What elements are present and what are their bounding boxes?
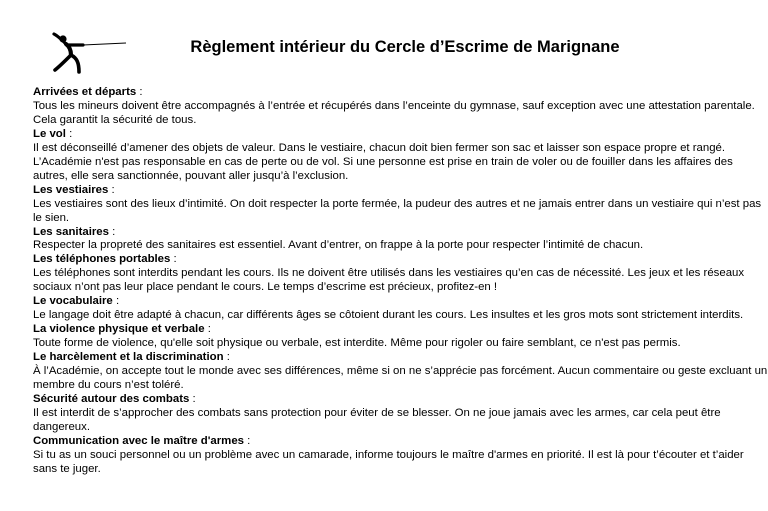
section-heading: Le vocabulaire <box>33 295 113 308</box>
rule-section <box>33 226 768 254</box>
rule-section <box>33 393 768 435</box>
section-heading: Arrivées et départs <box>33 86 137 98</box>
rule-section <box>33 128 768 184</box>
section-text: Le langage doit être adapté à chacun, car différents âges se côtoient durant les cours. Les insultes et les gros mots sont strictement interdits. <box>33 309 744 322</box>
heading-separator: : <box>243 434 251 447</box>
rules-body <box>33 86 768 477</box>
heading-separator: : <box>204 323 211 336</box>
section-text: Toute forme de violence, qu'elle soit physique ou verbale, est interdite. Même pour rigoler ou faire semblant, ce n'est pas permis. <box>33 337 681 350</box>
heading-separator: : <box>136 86 143 98</box>
heading-separator: : <box>170 253 177 266</box>
section-text: Tous les mineurs doivent être accompagnés à l’entrée et récupérés dans l’enceinte du gymnase, sauf exception avec une attestation parentale. Cela garantit la sécurité de tous. <box>33 99 755 126</box>
section-heading: Le vol <box>33 127 66 140</box>
heading-separator: : <box>223 351 230 364</box>
heading-separator: : <box>189 392 196 405</box>
section-heading: La violence physique et verbale <box>33 323 205 336</box>
rule-section <box>33 184 768 226</box>
heading-separator: : <box>108 183 115 196</box>
rule-section <box>33 435 768 477</box>
heading-separator: : <box>108 225 116 238</box>
heading-separator: : <box>112 295 120 308</box>
section-heading: Les sanitaires <box>33 225 109 238</box>
section-heading: Les vestiaires <box>33 183 109 196</box>
section-text: Les téléphones sont interdits pendant les cours. Ils ne doivent être utilisés dans les vestiaires qu’en cas de nécessité. Les jeux et les réseaux sociaux n’ont pas leur place pendant le cours. Le temps d’escrime est précieux, profitez-en ! <box>33 267 745 294</box>
rule-section <box>33 323 768 351</box>
section-heading: Communication avec le maître d'armes <box>33 434 244 447</box>
page-title: Règlement intérieur du Cercle d’Escrime de Marignane <box>190 38 620 56</box>
section-text: Il est interdit de s’approcher des combats sans protection pour éviter de se blesser. On ne joue jamais avec les armes, car cela peut être dangereux. <box>33 406 721 433</box>
section-text: Il est déconseillé d’amener des objets de valeur. Dans le vestiaire, chacun doit bien fermer son sac et laisser son espace propre et rangé. L’Académie n'est pas responsable en cas de perte ou de vol. Si une personne est prise en train de voler ou de fouiller dans les affaires des autres, elle sera sanctionnée, pouvant aller jusqu’à l’exclusion. <box>33 141 733 182</box>
section-heading: Sécurité autour des combats <box>33 392 190 405</box>
rule-section <box>33 86 768 128</box>
fencer-icon <box>50 30 130 76</box>
section-text: Les vestiaires sont des lieux d’intimité. On doit respecter la porte fermée, la pudeur des autres et ne jamais entrer dans un vestiaire qui n’est pas le sien. <box>33 197 762 224</box>
section-text: Respecter la propreté des sanitaires est essentiel. Avant d’entrer, on frappe à la porte pour respecter l’intimité de chacun. <box>33 239 644 252</box>
heading-separator: : <box>65 127 73 140</box>
section-text: Si tu as un souci personnel ou un problème avec un camarade, informe toujours le maître d'armes en priorité. Il est là pour t’écouter et t’aider sans te juger. <box>33 448 744 475</box>
section-heading: Le harcèlement et la discrimination <box>33 351 224 364</box>
section-heading: Les téléphones portables <box>33 253 171 266</box>
section-text: À l’Académie, on accepte tout le monde avec ses différences, même si on ne s’apprécie pas forcément. Aucun commentaire ou geste excluant un membre du cours n’est toléré. <box>33 365 768 392</box>
rule-section <box>33 351 768 393</box>
rule-section <box>33 253 768 295</box>
rule-section <box>33 295 768 323</box>
